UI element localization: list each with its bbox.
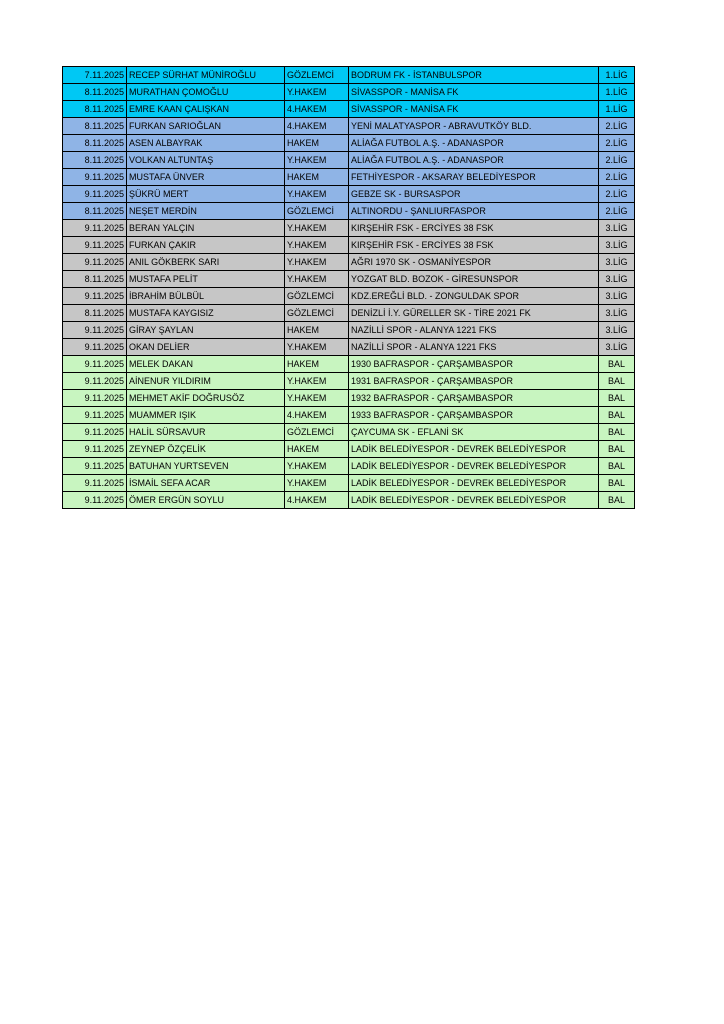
date-cell: 9.11.2025 [63, 424, 127, 441]
role-cell: Y.HAKEM [285, 237, 349, 254]
match-cell: LADİK BELEDİYESPOR - DEVREK BELEDİYESPOR [349, 458, 599, 475]
match-cell: YOZGAT BLD. BOZOK - GİRESUNSPOR [349, 271, 599, 288]
table-row [63, 339, 635, 356]
match-cell: ÇAYCUMA SK - EFLANİ SK [349, 424, 599, 441]
role-cell: Y.HAKEM [285, 186, 349, 203]
league-cell: 1.LİG [599, 67, 635, 84]
official-name-cell: ZEYNEP ÖZÇELİK [127, 441, 285, 458]
table-row [63, 390, 635, 407]
official-name-cell: MURATHAN ÇOMOĞLU [127, 84, 285, 101]
role-cell: 4.HAKEM [285, 118, 349, 135]
date-cell: 9.11.2025 [63, 322, 127, 339]
official-name-cell: MUSTAFA PELİT [127, 271, 285, 288]
league-cell: BAL [599, 356, 635, 373]
match-cell: LADİK BELEDİYESPOR - DEVREK BELEDİYESPOR [349, 441, 599, 458]
role-cell: HAKEM [285, 322, 349, 339]
date-cell: 9.11.2025 [63, 373, 127, 390]
table-row [63, 152, 635, 169]
official-name-cell: ASEN ALBAYRAK [127, 135, 285, 152]
date-cell: 9.11.2025 [63, 407, 127, 424]
table-row [63, 135, 635, 152]
date-cell: 8.11.2025 [63, 118, 127, 135]
official-name-cell: EMRE KAAN ÇALIŞKAN [127, 101, 285, 118]
role-cell: Y.HAKEM [285, 458, 349, 475]
table-row [63, 254, 635, 271]
official-name-cell: MELEK DAKAN [127, 356, 285, 373]
table-row [63, 492, 635, 509]
match-cell: KIRŞEHİR FSK - ERCİYES 38 FSK [349, 237, 599, 254]
table-row [63, 305, 635, 322]
official-name-cell: MEHMET AKİF DOĞRUSÖZ [127, 390, 285, 407]
assignment-table [62, 66, 635, 509]
official-name-cell: RECEP SÜRHAT MÜNİROĞLU [127, 67, 285, 84]
table-row [63, 288, 635, 305]
role-cell: Y.HAKEM [285, 152, 349, 169]
date-cell: 8.11.2025 [63, 271, 127, 288]
official-name-cell: MUAMMER IŞIK [127, 407, 285, 424]
table-row [63, 407, 635, 424]
league-cell: 2.LİG [599, 186, 635, 203]
official-name-cell: NEŞET MERDİN [127, 203, 285, 220]
league-cell: 3.LİG [599, 254, 635, 271]
date-cell: 9.11.2025 [63, 237, 127, 254]
role-cell: GÖZLEMCİ [285, 203, 349, 220]
role-cell: 4.HAKEM [285, 407, 349, 424]
match-cell: ALTINORDU - ŞANLIURFASPOR [349, 203, 599, 220]
match-cell: 1931 BAFRASPOR - ÇARŞAMBASPOR [349, 373, 599, 390]
official-name-cell: MUSTAFA KAYGISIZ [127, 305, 285, 322]
role-cell: 4.HAKEM [285, 101, 349, 118]
role-cell: HAKEM [285, 441, 349, 458]
table-row [63, 271, 635, 288]
date-cell: 9.11.2025 [63, 339, 127, 356]
role-cell: GÖZLEMCİ [285, 67, 349, 84]
match-cell: ALİAĞA FUTBOL A.Ş. - ADANASPOR [349, 152, 599, 169]
table-row [63, 441, 635, 458]
league-cell: 3.LİG [599, 271, 635, 288]
table-row [63, 169, 635, 186]
official-name-cell: BERAN YALÇIN [127, 220, 285, 237]
date-cell: 9.11.2025 [63, 169, 127, 186]
official-name-cell: HALİL SÜRSAVUR [127, 424, 285, 441]
date-cell: 8.11.2025 [63, 135, 127, 152]
table-row [63, 67, 635, 84]
match-cell: SİVASSPOR - MANİSA FK [349, 84, 599, 101]
date-cell: 9.11.2025 [63, 254, 127, 271]
league-cell: BAL [599, 475, 635, 492]
role-cell: HAKEM [285, 169, 349, 186]
date-cell: 9.11.2025 [63, 441, 127, 458]
role-cell: Y.HAKEM [285, 339, 349, 356]
table-row [63, 118, 635, 135]
official-name-cell: GİRAY ŞAYLAN [127, 322, 285, 339]
match-cell: SİVASSPOR - MANİSA FK [349, 101, 599, 118]
table-row [63, 220, 635, 237]
match-cell: NAZİLLİ SPOR - ALANYA 1221 FKS [349, 339, 599, 356]
table-row [63, 186, 635, 203]
table-row [63, 475, 635, 492]
date-cell: 9.11.2025 [63, 288, 127, 305]
league-cell: 2.LİG [599, 203, 635, 220]
league-cell: BAL [599, 492, 635, 509]
date-cell: 9.11.2025 [63, 458, 127, 475]
date-cell: 8.11.2025 [63, 152, 127, 169]
date-cell: 8.11.2025 [63, 84, 127, 101]
match-cell: AĞRI 1970 SK - OSMANİYESPOR [349, 254, 599, 271]
role-cell: Y.HAKEM [285, 84, 349, 101]
role-cell: 4.HAKEM [285, 492, 349, 509]
table-row [63, 203, 635, 220]
table-row [63, 424, 635, 441]
table-row [63, 322, 635, 339]
league-cell: 3.LİG [599, 305, 635, 322]
match-cell: FETHİYESPOR - AKSARAY BELEDİYESPOR [349, 169, 599, 186]
match-cell: KIRŞEHİR FSK - ERCİYES 38 FSK [349, 220, 599, 237]
official-name-cell: BATUHAN YURTSEVEN [127, 458, 285, 475]
table-row [63, 84, 635, 101]
official-name-cell: FURKAN ÇAKIR [127, 237, 285, 254]
role-cell: GÖZLEMCİ [285, 288, 349, 305]
match-cell: DENİZLİ İ.Y. GÜRELLER SK - TİRE 2021 FK [349, 305, 599, 322]
match-cell: NAZİLLİ SPOR - ALANYA 1221 FKS [349, 322, 599, 339]
league-cell: BAL [599, 424, 635, 441]
role-cell: Y.HAKEM [285, 475, 349, 492]
official-name-cell: VOLKAN ALTUNTAŞ [127, 152, 285, 169]
match-cell: LADİK BELEDİYESPOR - DEVREK BELEDİYESPOR [349, 492, 599, 509]
match-cell: BODRUM FK - İSTANBULSPOR [349, 67, 599, 84]
match-cell: KDZ.EREĞLİ BLD. - ZONGULDAK SPOR [349, 288, 599, 305]
league-cell: 3.LİG [599, 220, 635, 237]
official-name-cell: FURKAN SARIOĞLAN [127, 118, 285, 135]
date-cell: 9.11.2025 [63, 356, 127, 373]
match-cell: ALİAĞA FUTBOL A.Ş. - ADANASPOR [349, 135, 599, 152]
official-name-cell: ANIL GÖKBERK SARI [127, 254, 285, 271]
official-name-cell: OKAN DELİER [127, 339, 285, 356]
assignment-sheet [62, 66, 635, 509]
table-row [63, 373, 635, 390]
table-row [63, 458, 635, 475]
league-cell: BAL [599, 441, 635, 458]
league-cell: BAL [599, 373, 635, 390]
role-cell: HAKEM [285, 135, 349, 152]
role-cell: Y.HAKEM [285, 220, 349, 237]
date-cell: 7.11.2025 [63, 67, 127, 84]
match-cell: 1932 BAFRASPOR - ÇARŞAMBASPOR [349, 390, 599, 407]
league-cell: 2.LİG [599, 118, 635, 135]
role-cell: Y.HAKEM [285, 390, 349, 407]
role-cell: GÖZLEMCİ [285, 424, 349, 441]
league-cell: 3.LİG [599, 322, 635, 339]
role-cell: GÖZLEMCİ [285, 305, 349, 322]
official-name-cell: ŞÜKRÜ MERT [127, 186, 285, 203]
league-cell: 3.LİG [599, 237, 635, 254]
league-cell: BAL [599, 390, 635, 407]
match-cell: GEBZE SK - BURSASPOR [349, 186, 599, 203]
official-name-cell: ÖMER ERGÜN SOYLU [127, 492, 285, 509]
official-name-cell: MUSTAFA ÜNVER [127, 169, 285, 186]
league-cell: 1.LİG [599, 101, 635, 118]
official-name-cell: İBRAHİM BÜLBÜL [127, 288, 285, 305]
date-cell: 9.11.2025 [63, 390, 127, 407]
match-cell: 1933 BAFRASPOR - ÇARŞAMBASPOR [349, 407, 599, 424]
date-cell: 8.11.2025 [63, 101, 127, 118]
date-cell: 8.11.2025 [63, 305, 127, 322]
league-cell: 2.LİG [599, 152, 635, 169]
league-cell: 2.LİG [599, 169, 635, 186]
table-row [63, 101, 635, 118]
assignment-rows [63, 67, 635, 509]
league-cell: BAL [599, 407, 635, 424]
league-cell: 3.LİG [599, 339, 635, 356]
league-cell: 2.LİG [599, 135, 635, 152]
table-row [63, 356, 635, 373]
date-cell: 9.11.2025 [63, 220, 127, 237]
date-cell: 8.11.2025 [63, 203, 127, 220]
official-name-cell: AİNENUR YILDIRIM [127, 373, 285, 390]
match-cell: LADİK BELEDİYESPOR - DEVREK BELEDİYESPOR [349, 475, 599, 492]
match-cell: YENİ MALATYASPOR - ABRAVUTKÖY BLD. [349, 118, 599, 135]
date-cell: 9.11.2025 [63, 186, 127, 203]
date-cell: 9.11.2025 [63, 492, 127, 509]
role-cell: Y.HAKEM [285, 373, 349, 390]
league-cell: 3.LİG [599, 288, 635, 305]
match-cell: 1930 BAFRASPOR - ÇARŞAMBASPOR [349, 356, 599, 373]
role-cell: Y.HAKEM [285, 271, 349, 288]
role-cell: HAKEM [285, 356, 349, 373]
official-name-cell: İSMAİL SEFA ACAR [127, 475, 285, 492]
league-cell: BAL [599, 458, 635, 475]
league-cell: 1.LİG [599, 84, 635, 101]
role-cell: Y.HAKEM [285, 254, 349, 271]
table-row [63, 237, 635, 254]
date-cell: 9.11.2025 [63, 475, 127, 492]
